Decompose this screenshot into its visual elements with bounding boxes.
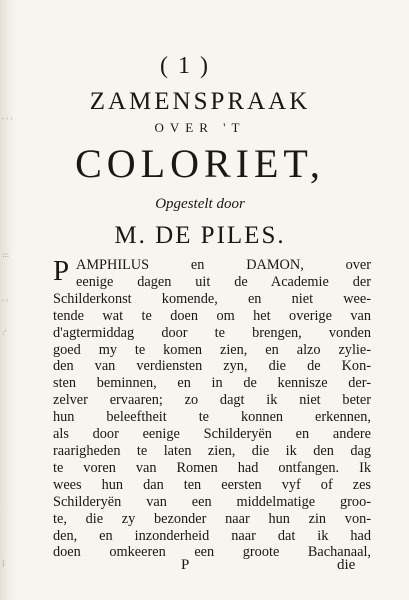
body-line: wees hun dan ten eersten vyf of zes (53, 476, 371, 493)
body-line: tende wat te doen om het overige van (53, 307, 371, 324)
body-line: hun beleeftheit te konnen erkennen, (53, 409, 371, 426)
body-line: doen omkeeren een groote Bachanaal, (53, 544, 371, 561)
body-text (53, 257, 371, 561)
body-line: Schilderkonst komende, en niet wee- (53, 290, 371, 307)
bleed-through-mark: :' (2, 329, 7, 337)
title-line-3: COLORIET, (75, 141, 325, 186)
title-line-1: ZAMENSPRAAK (89, 88, 311, 115)
bleed-through-mark: | (2, 559, 5, 567)
body-line: zelver ervaaren; zo dagt ik niet beter (53, 392, 371, 409)
body-line: d'agtermiddag door te brengen, vonden (53, 324, 371, 341)
body-line: sten beminnen, en in de kennisze der- (53, 375, 371, 392)
body-line: goed my te komen zien, en alzo zylie- (53, 341, 371, 358)
signature-mark: P (181, 557, 190, 573)
body-line: raarigheden te laten zien, die ik den dag (53, 442, 371, 459)
body-line: AMPHILUS en DAMON, over (76, 257, 371, 273)
body-line: te, die zy bezonder naar hun zin von- (53, 510, 371, 527)
page-number: ( 1 ) (160, 53, 210, 79)
binding-gutter (0, 0, 16, 600)
author-name: M. DE PILES. (114, 222, 286, 249)
title-line-2: OVER 'T (154, 120, 246, 135)
author-prefix: Opgestelt door (155, 196, 245, 212)
body-line: Schilderyën van een middelmatige groo- (53, 493, 371, 510)
catchword: die (337, 557, 356, 573)
bleed-through-mark: ' ' (2, 299, 9, 307)
body-line: te voren van Romen had ontfangen. Ik (53, 459, 371, 476)
drop-cap: P (53, 255, 70, 287)
body-line: den, en inzonderheid naar dat ik had (53, 527, 371, 544)
body-line: eenige dagen uit de Academie der (76, 273, 371, 290)
body-line: den van verdiensten zyn, die de Kon- (53, 358, 371, 375)
body-line: als door eenige Schilderyën en andere (53, 426, 371, 443)
bleed-through-mark: ' ' ' (2, 117, 13, 125)
bleed-through-mark: ::: (2, 251, 10, 259)
